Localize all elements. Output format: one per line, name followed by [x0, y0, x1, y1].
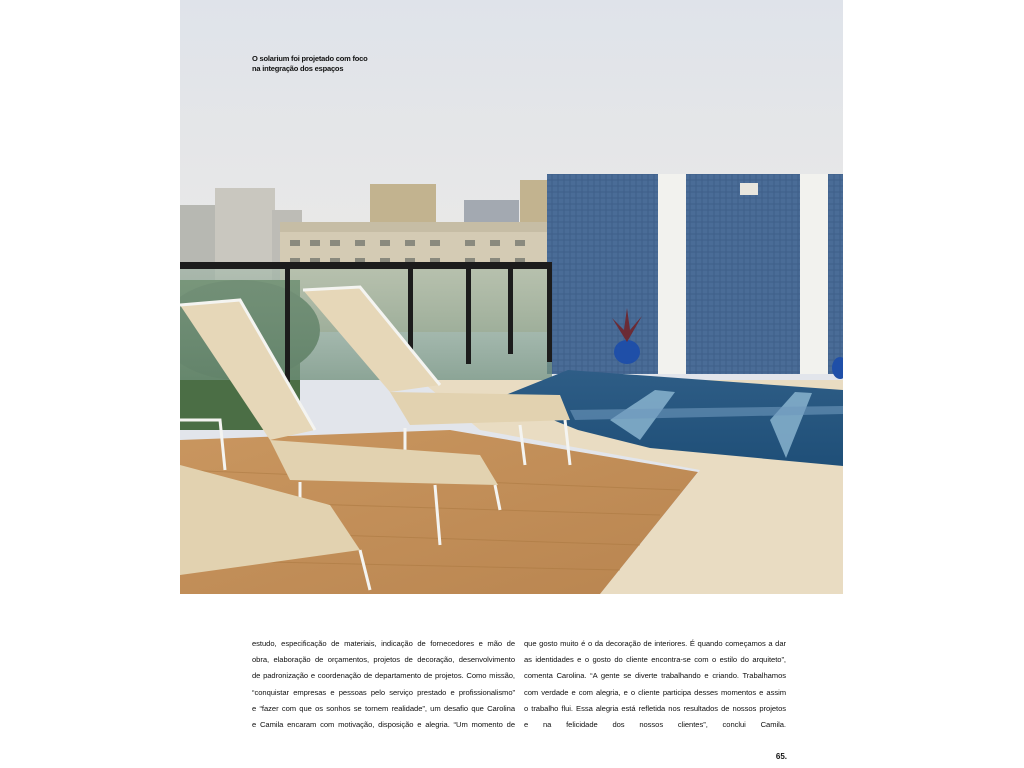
text-line: as identidades e o gosto do cliente encontra-se com o estilo do arquiteto”, [524, 655, 786, 665]
text-line: que gosto muito é o da decoração de interiores. É quando começamos a dar [524, 639, 786, 648]
page-number: 65. [775, 752, 787, 761]
text-line: e na felicidade dos nossos clientes”, conclui Camila. [524, 719, 786, 729]
article-right-column [524, 636, 786, 733]
text-line: de padronização e coordenação de departamento de projetos. Como missão, [252, 671, 515, 681]
text-line: e “fazer com que os sonhos se tornem realidade”, um desafio que Carolina [252, 703, 515, 713]
text-line: o trabalho flui. Essa alegria está refletida nos resultados de nossos projetos [524, 703, 786, 713]
text-line: obra, elaboração de orçamentos, projetos de decoração, desenvolvimento [252, 655, 515, 665]
photo-caption [252, 54, 382, 74]
rooftop-pool-photo [180, 0, 843, 594]
text-line: com verdade e com alegria, e o cliente participa desses momentos e assim [524, 687, 786, 697]
text-line: estudo, especificação de materiais, indicação de fornecedores e mão de [252, 639, 515, 648]
text-line: comenta Carolina. “A gente se diverte trabalhando e criando. Trabalhamos [524, 671, 786, 681]
caption-line: na integração dos espaços [252, 64, 344, 73]
text-line: e Camila encaram com motivação, disposição e alegria. “Um momento de [252, 719, 515, 729]
caption-line: O solarium foi projetado com foco [252, 54, 368, 63]
text-line: “conquistar empresas e pessoas pelo serviço prestado e profissionalismo” [252, 687, 515, 697]
article-left-column [252, 636, 515, 733]
